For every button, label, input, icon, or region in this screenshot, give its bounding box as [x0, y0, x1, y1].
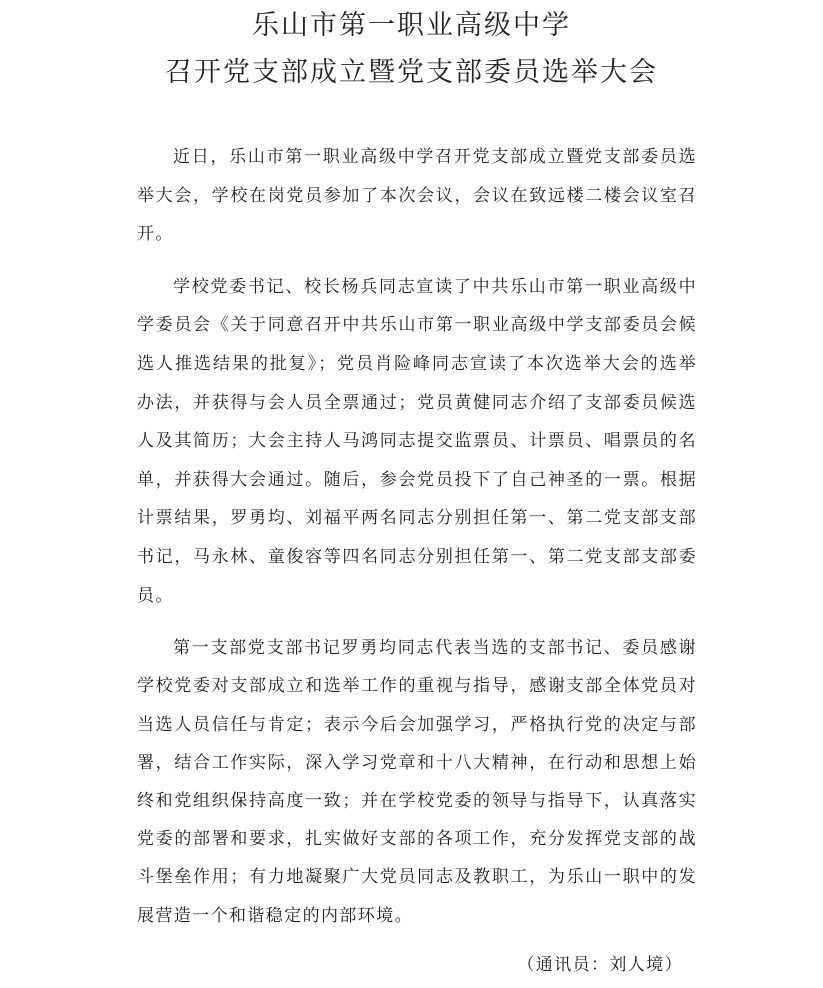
- title-line-1: 乐山市第一职业高级中学: [252, 10, 571, 41]
- paragraph-1: 近日，乐山市第一职业高级中学召开党支部成立暨党支部委员选举大会，学校在岗党员参加了本次会议，会议在致远楼二楼会议室召开。: [137, 147, 697, 245]
- title-line-2: 召开党支部成立暨党支部委员选举大会: [165, 57, 658, 88]
- correspondent-signature: （通讯员：刘人境）: [517, 955, 683, 975]
- paragraph-3: 第一支部党支部书记罗勇均同志代表当选的支部书记、委员感谢学校党委对支部成立和选举工作的重视与指导，感谢支部全体党员对当选人员信任与肯定；表示今后会加强学习，严格执行党的决定与部署，结合工作实际，深入学习党章和十八大精神，在行动和思想上始终和党组织保持高度一致；并在学校党委的领导与指导下，认真落实党委的部署和要求，扎实做好支部的各项工作，充分发挥党支部的战斗堡垒作用；有力地凝聚广大党员同志及教职工，为乐山一职中的发展营造一个和谐稳定的内部环境。: [137, 638, 697, 926]
- article-body: [137, 138, 697, 949]
- paragraph-2: 学校党委书记、校长杨兵同志宣读了中共乐山市第一职业高级中学委员会《关于同意召开中共乐山市第一职业高级中学支部委员会候选人推选结果的批复》；党员肖险峰同志宣读了本次选举大会的选举办法，并获得与会人员全票通过；党员黄健同志介绍了支部委员候选人及其简历；大会主持人马鸿同志提交监票员、计票员、唱票员的名单，并获得大会通过。随后，参会党员投下了自己神圣的一票。根据计票结果，罗勇均、刘福平两名同志分别担任第一、第二党支部支部书记，马永林、童俊容等四名同志分别担任第一、第二党支部支部委员。: [137, 276, 697, 606]
